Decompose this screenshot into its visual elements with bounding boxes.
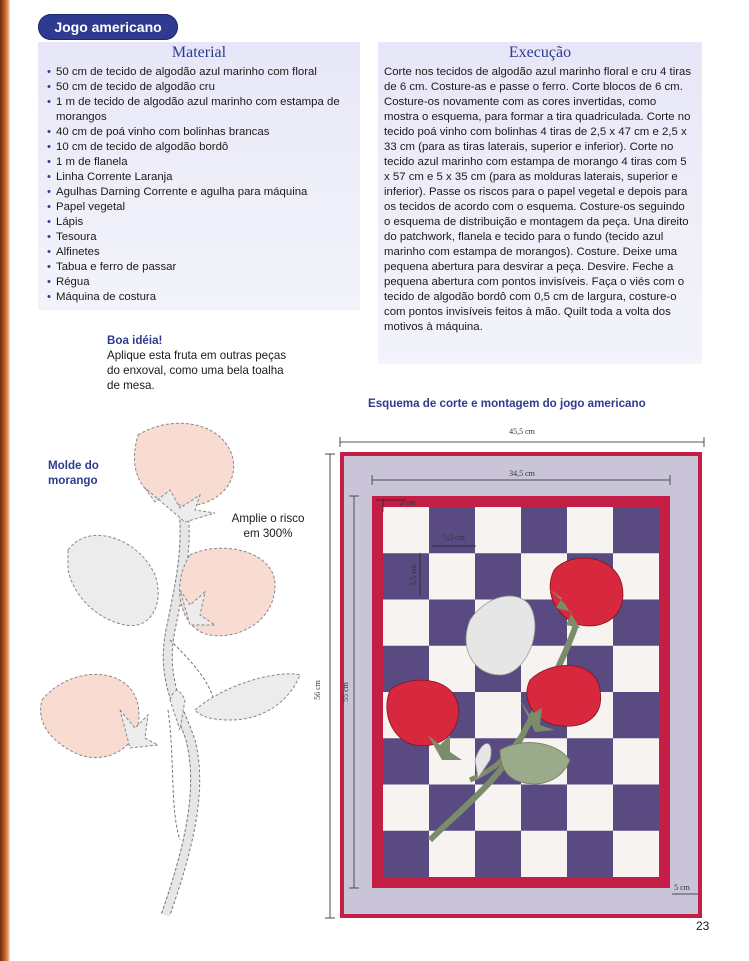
checker-square-dark — [475, 553, 521, 599]
material-item: • 50 cm de tecido de algodão cru — [47, 80, 360, 95]
material-item: • 1 m de tecido de algodão azul marinho com estampa de morangos — [47, 95, 360, 125]
page-number: 23 — [696, 919, 710, 933]
enlarge-note: Amplie o risco em 300% — [231, 512, 305, 540]
strawberry-pattern-drawing — [30, 410, 330, 930]
pattern-stem-3 — [168, 710, 180, 840]
material-heading: Material — [171, 44, 227, 61]
pattern-label: Molde do morango — [48, 459, 99, 487]
material-item: • 1 m de flanela — [47, 155, 360, 170]
execucao-text: Corte nos tecidos de algodão azul marinho floral e cru 4 tiras de 6 cm. Costure-as e passe o ferro. Corte blocos de 6 cm. Costure-os novamente com as cores invertidas, como mostra o esquema, para formar a tira quadriculada. Corte no tecido poá vinho com bolinhas 4 tiras de 2,5 x 47 cm e 2,5 x 33 cm (para as tiras laterais, superior e inferior). Corte no tecido azul marinho com estampa de morango 4 tiras com 5 x 57 cm e 5 x 35 cm (para as molduras laterais, superior e inferior). Passe os riscos para o papel vegetal e depois para os tecidos de acordo com o esquema. Costure-os seguindo o esquema de distribuição e montagem da peça. Una direito do patchwork, flanela e tecido para o fundo (tecido azul marinho com estampa de morangos). Costure. Deixe uma pequena abertura para desvirar a peça. Desvire. Feche a pequena abertura com pontos invisíveis. Faça o viés com o tecido de algodão bordô com 0,5 cm de largura, costure-o com pontos invisíveis feitos à mão. Quilt toda a volta dos motivos à máquina. — [384, 66, 692, 333]
execucao-panel — [378, 42, 702, 364]
execucao-heading: Execução — [508, 44, 572, 61]
material-item: • Linha Corrente Laranja — [47, 170, 360, 185]
material-item: • Tabua e ferro de passar — [47, 260, 360, 275]
dim-block-height: 5,5 cm — [409, 564, 418, 586]
page-spine — [0, 0, 10, 961]
dim-outer-width: 45,5 cm — [509, 427, 535, 436]
tip-body: Aplique esta fruta em outras peças do enxoval, como uma bela toalha de mesa. — [107, 349, 287, 392]
checker-square-dark — [521, 507, 567, 553]
material-item: • 40 cm de poá vinho com bolinhas brancas — [47, 125, 360, 140]
material-item: • 50 cm de tecido de algodão azul marinho com floral — [47, 65, 360, 80]
material-item: • Régua — [47, 275, 360, 290]
material-item: • 10 cm de tecido de algodão bordô — [47, 140, 360, 155]
dim-inner-height: 55 cm — [341, 682, 350, 702]
pattern-leaf-right — [195, 674, 300, 720]
checker-square-dark — [613, 692, 659, 738]
checker-square-dark — [613, 785, 659, 831]
material-item: • Papel vegetal — [47, 200, 360, 215]
material-panel — [38, 42, 360, 310]
checker-square-dark — [613, 507, 659, 553]
dim-border: 2 cm — [400, 498, 416, 507]
material-list — [38, 64, 360, 305]
section-title: Jogo americano — [38, 14, 178, 40]
dim-block-width: 5,5 cm — [443, 533, 465, 542]
material-item: • Lápis — [47, 215, 360, 230]
checker-square-dark — [521, 785, 567, 831]
material-item: • Alfinetes — [47, 245, 360, 260]
dim-inner-width: 34,5 cm — [509, 469, 535, 478]
material-item: • Máquina de costura — [47, 290, 360, 305]
checker-square-dark — [567, 831, 613, 877]
scheme-title: Esquema de corte e montagem do jogo americano — [368, 397, 646, 410]
material-item: • Tesoura — [47, 230, 360, 245]
dim-frame: 5 cm — [674, 883, 690, 892]
placemat-scheme — [310, 420, 730, 930]
material-item: • Agulhas Darning Corrente e agulha para máquina — [47, 185, 360, 200]
checker-square-dark — [383, 831, 429, 877]
pattern-leaf-left — [68, 535, 158, 625]
checker-square-dark — [475, 831, 521, 877]
tip-box — [107, 333, 297, 393]
tip-title: Boa idéia! — [107, 334, 163, 347]
dim-outer-height: 56 cm — [313, 680, 322, 700]
checker-square-dark — [567, 738, 613, 784]
checker-square-dark — [383, 553, 429, 599]
